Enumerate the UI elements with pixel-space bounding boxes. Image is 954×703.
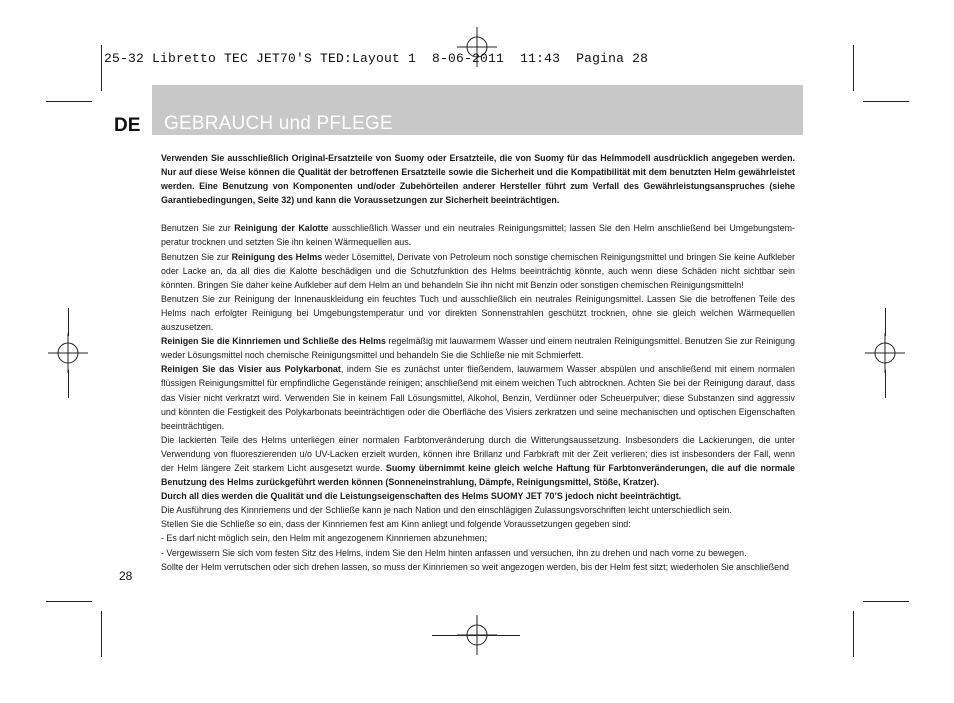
crop-mark [885, 370, 886, 398]
paragraph-helmet-cleaning: Benutzen Sie zur Reinigung des Helms weder Lösemittel, Derivate von Petroleum noch sonstige chemischen Reinigungsmittel und bringen Sie keine Aufkleber oder Lacke an, da all dies die Kalotte beschädigen und die Schutzfunktion des Helms beeinträchtig könnte, auch wenn diese Schäden nicht sichtbar sein könnten. Bringen Sie daher keine Aufkleber auf dem Helm an und behandeln Sie ihn nicht mit Benzin oder sonstigen chemischen Reinigungsmitteln! [161, 251, 796, 290]
section-banner [152, 85, 803, 135]
crop-mark [853, 45, 854, 91]
crop-mark [853, 611, 854, 657]
crop-mark [101, 611, 102, 657]
registration-mark-icon [865, 333, 905, 373]
crop-mark [46, 101, 92, 102]
crop-mark [863, 101, 909, 102]
registration-mark-icon [48, 333, 88, 373]
paragraph-strap-cleaning: Reinigen Sie die Kinnriemen und Schließe des Helms regelmäßig mit lauwarmem Wasser und einem neutralen Reinigungsmittel. Benutzen Sie zur Reinigung weder Lösungsmittel noch chemische Reinigungsmittel und behandeln Sie die Schließe nie mit Schmierfett. [161, 336, 795, 361]
list-item: - Es darf nicht möglich sein, den Helm mit angezogenem Kinnriemen abzunehmen; [161, 533, 488, 544]
paragraph-lining-cleaning: Benutzen Sie zur Reinigung der Innenauskleidung ein feuchtes Tuch und ausschließlich ein neutrales Reinigungsmittel. Lassen Sie die betroffenen Teile des Helms nach erfolgter Reinigung bei Umgebungstemperatur und vor direkten Sonnenstrahlen geschützt trocknen, ohne sie gleich welchen Wärmequellen auszusetzen. [161, 293, 795, 333]
paragraph-strap-adjust: Stellen Sie die Schließe so ein, dass der Kinnriemen fest am Kinn anliegt und folgende Voraussetzungen gegeben sind: [161, 519, 631, 530]
paragraph-strap-variation: Die Ausführung des Kinnriemens und der Schließe kann je nach Nation und den einschlägigen Zulassungsvorschriften leicht unterschiedlich sein. [161, 505, 732, 516]
page-number: 28 [119, 569, 133, 583]
section-title: GEBRAUCH und PFLEGE [164, 113, 393, 135]
paragraph-quality-note: Durch all dies werden die Qualität und die Leistungseigenschaften des Helms SUOMY JET 70’S jedoch nicht beeinträchtigt. [161, 491, 682, 502]
crop-mark [46, 601, 92, 602]
crop-mark [885, 308, 886, 336]
list-item: - Vergewissern Sie sich vom festen Sitz des Helms, indem Sie den Helm hinten anfassen und versuchen, ihn zu drehen und nach vorne zu bewegen. [161, 547, 747, 558]
crop-mark [863, 601, 909, 602]
paragraph-shell-cleaning: Benutzen Sie zur Reinigung der Kalotte ausschließlich Wasser und ein neutrales Reinigungsmittel; lassen Sie den Helm anschließend bei Umgebungstem-peratur trocknen und setzten Sie ihn keinen Wärmequellen aus. [161, 223, 796, 248]
body-text [161, 151, 795, 574]
intro-paragraph: Verwenden Sie ausschließlich Original-Ersatzteile von Suomy oder Ersatzteile, die von Suomy für das Helmmodell ausdrücklich angegeben werden. Nur auf diese Weise können die Qualität der betroffenen Ersatzteile sowie die Sicherheit und die Kompatibilität mit dem benutzten Helm gewährleistet werden. Eine Benutzung von Komponenten und/oder Zubehörteilen anderer Hersteller führt zum Verfall des Gewährleistungsanspruches (siehe Garantiebedingungen, Seite 32) und kann die Voraussetzungen zur Sicherheit beeinträchtigen. [161, 153, 795, 206]
crop-mark [101, 45, 102, 91]
language-code: DE [114, 115, 141, 136]
crop-mark [432, 635, 520, 636]
paragraph-visor-cleaning: Reinigen Sie das Visier aus Polykarbonat, indem Sie es zunächst unter fließendem, lauwarmem Wasser abspülen und anschließend mit einem normalen flüssigen Reinigungsmittel für empfindliche Gegenstände reinigen; anschließend mit einem weichen Tuch abtrocknen. Achten Sie bei der Reinigung darauf, dass das Visier nicht verkratzt wird. Verwenden Sie in keinem Fall Lösungsmittel, Alkohol, Benzin, Verdünner oder Scheuerpulver; diese Substanzen sind aggressiv und könnten die Festigkeit des Polykarbonats beeinträchtigen oder die Oberfläche des Visiers zerkratzen und seine mechanischen und optischen Eigenschaften beeinträchtigen. [161, 364, 795, 431]
paragraph-strap-tighten: Sollte der Helm verrutschen oder sich drehen lassen, so muss der Kinnriemen so weit angezogen werden, bis der Helm fest sitzt; wiederholen Sie anschließend [161, 561, 789, 572]
crop-mark [68, 308, 69, 336]
crop-mark [68, 370, 69, 398]
paragraph-paint-fading: Die lackierten Teile des Helms unterliegen einer normalen Farbtonveränderung durch die Witterungsaussetzung. Insbesonders die Lackierungen, die unter Verwendung von fluoreszierenden u/o UV-Lacken erzielt wurden, können ihre Brillanz und Farbkraft mit der Zeit verlieren; dies ist insbesonders der Fall, wenn der Helm längere Zeit starkem Licht ausgesetzt wurde. Suomy übernimmt keine gleich welche Haftung für Farbtonveränderungen, die auf die normale Benutzung des Helms zurückgeführt werden können (Sonneneinstrahlung, Dämpfe, Reinigungsmittel, Stöße, Kratzer). [161, 434, 795, 488]
printer-slug: 25-32 Libretto TEC JET70'S TED:Layout 1 8-06-2011 11:43 Pagina 28 [104, 51, 649, 66]
